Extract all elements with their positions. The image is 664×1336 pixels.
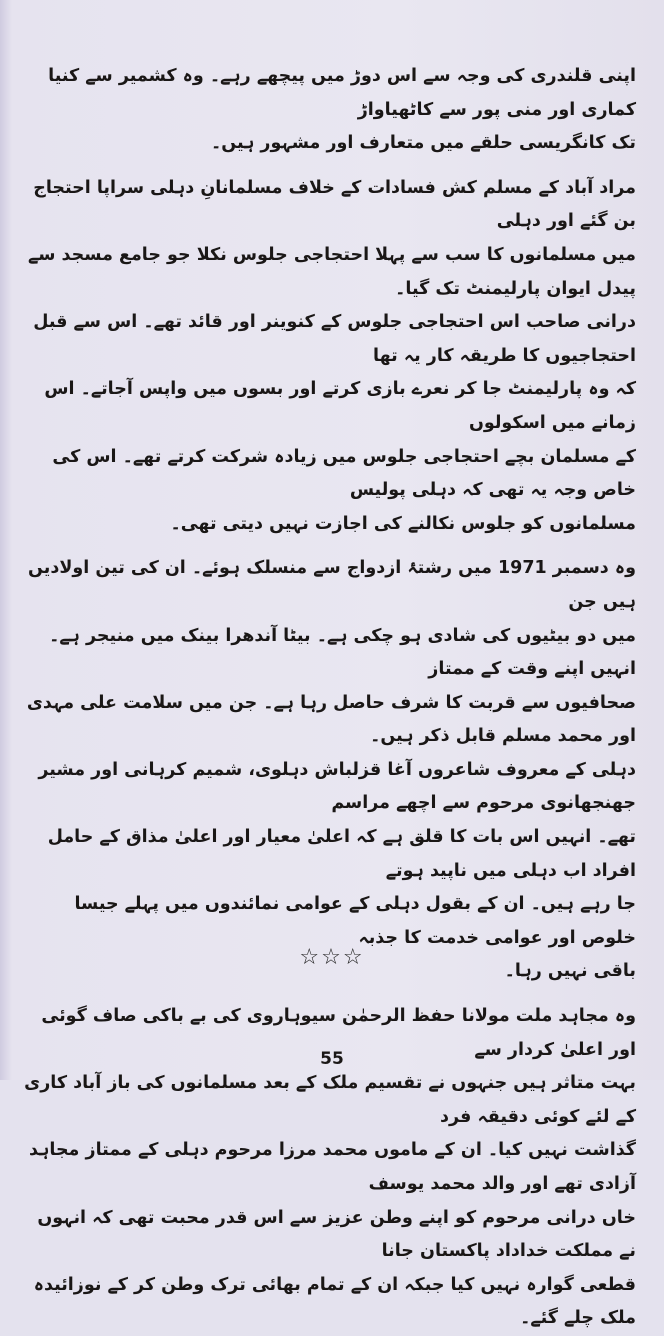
text-line: وہ دسمبر 1971 میں رشتۂ ازدواج سے منسلک ہوئے۔ ان کی تین اولادیں ہیں جن [28,558,636,612]
section-separator: ☆☆☆ [299,945,365,970]
text-line: خاں درانی مرحوم کو اپنے وطن عزیز سے اس قدر محبت تھی کہ انہوں نے مملکت خداداد پاکستان جانا [37,1207,636,1262]
text-line: بہت متاثر ہیں جنہوں نے تقسیم ملک کے بعد مسلمانوں کی باز آباد کاری کے لئے کوئی دقیقہ فرد [24,1073,636,1127]
text-line: کے مسلمان بچے احتجاجی جلوس میں زیادہ شرکت کرتے تھے۔ اس کی خاص وجہ یہ تھی کہ دہلی پولیس [52,446,636,501]
text-line: تک کانگریسی حلقے میں متعارف اور مشہور ہیں۔ [210,133,636,154]
text-line: قطعی گوارہ نہیں کیا جبکہ ان کے تمام بھائی ترک وطن کر کے نوزائیدہ ملک چلے گئے۔ [33,1274,636,1329]
text-line: گذاشت نہیں کیا۔ ان کے ماموں محمد مرزا مرحوم دہلی کے ممتاز مجاہد آزادی تھے اور والد محمد یوسف [29,1140,636,1194]
page-number: 55 [320,1049,344,1069]
text-line: میں دو بیٹیوں کی شادی ہو چکی ہے۔ بیٹا آندھرا بینک میں منیجر ہے۔ انہیں اپنے وقت کے ممتاز [49,625,636,680]
text-line: باقی نہیں رہا۔ [504,961,636,982]
body-text [24,60,636,1336]
text-line: درانی صاحب اس احتجاجی جلوس کے کنوینر اور قائد تھے۔ اس سے قبل احتجاجیوں کا طریقہ کار یہ تھا [33,312,636,366]
text-line: صحافیوں سے قربت کا شرف حاصل رہا ہے۔ جن میں سلامت علی مہدی اور محمد مسلم قابل ذکر ہیں۔ [26,692,636,747]
text-line: مراد آباد کے مسلم کش فسادات کے خلاف مسلمانانِ دہلی سراپا احتجاج بن گئے اور دہلی [33,177,636,232]
text-line: وہ مجاہد ملت مولانا حفظ الرحمٰن سیوہاروی کی بے باکی صاف گوئی اور اعلیٰ کردار سے [41,1006,636,1060]
text-line: اپنی قلندری کی وجہ سے اس دوڑ میں پیچھے رہے۔ وہ کشمیر سے کنیا کماری اور منی پور سے کاٹھیاواڑ [48,66,636,120]
text-line: کہ وہ پارلیمنٹ جا کر نعرے بازی کرتے اور بسوں میں واپس آجاتے۔ اس زمانے میں اسکولوں [44,379,636,433]
text-line: میں مسلمانوں کا سب سے پہلا احتجاجی جلوس نکلا جو جامع مسجد سے پیدل ایوان پارلیمنٹ تک گیا۔ [27,244,636,299]
text-line: جا رہے ہیں۔ ان کے بقول دہلی کے عوامی نمائندوں میں پہلے جیسا خلوص اور عوامی خدمت کا جذبہ [74,894,636,948]
text-line: تھے۔ انہیں اس بات کا قلق ہے کہ اعلیٰ معیار اور اعلیٰ مذاق کے حامل افراد اب دہلی میں ناپید ہوتے [47,827,636,881]
text-line: دہلی کے معروف شاعروں آغا قزلباش دہلوی، شمیم کرہانی اور مشیر جھنجھانوی مرحوم سے اچھے مراسم [38,759,636,814]
text-line: مسلمانوں کو جلوس نکالنے کی اجازت نہیں دیتی تھی۔ [170,513,636,534]
